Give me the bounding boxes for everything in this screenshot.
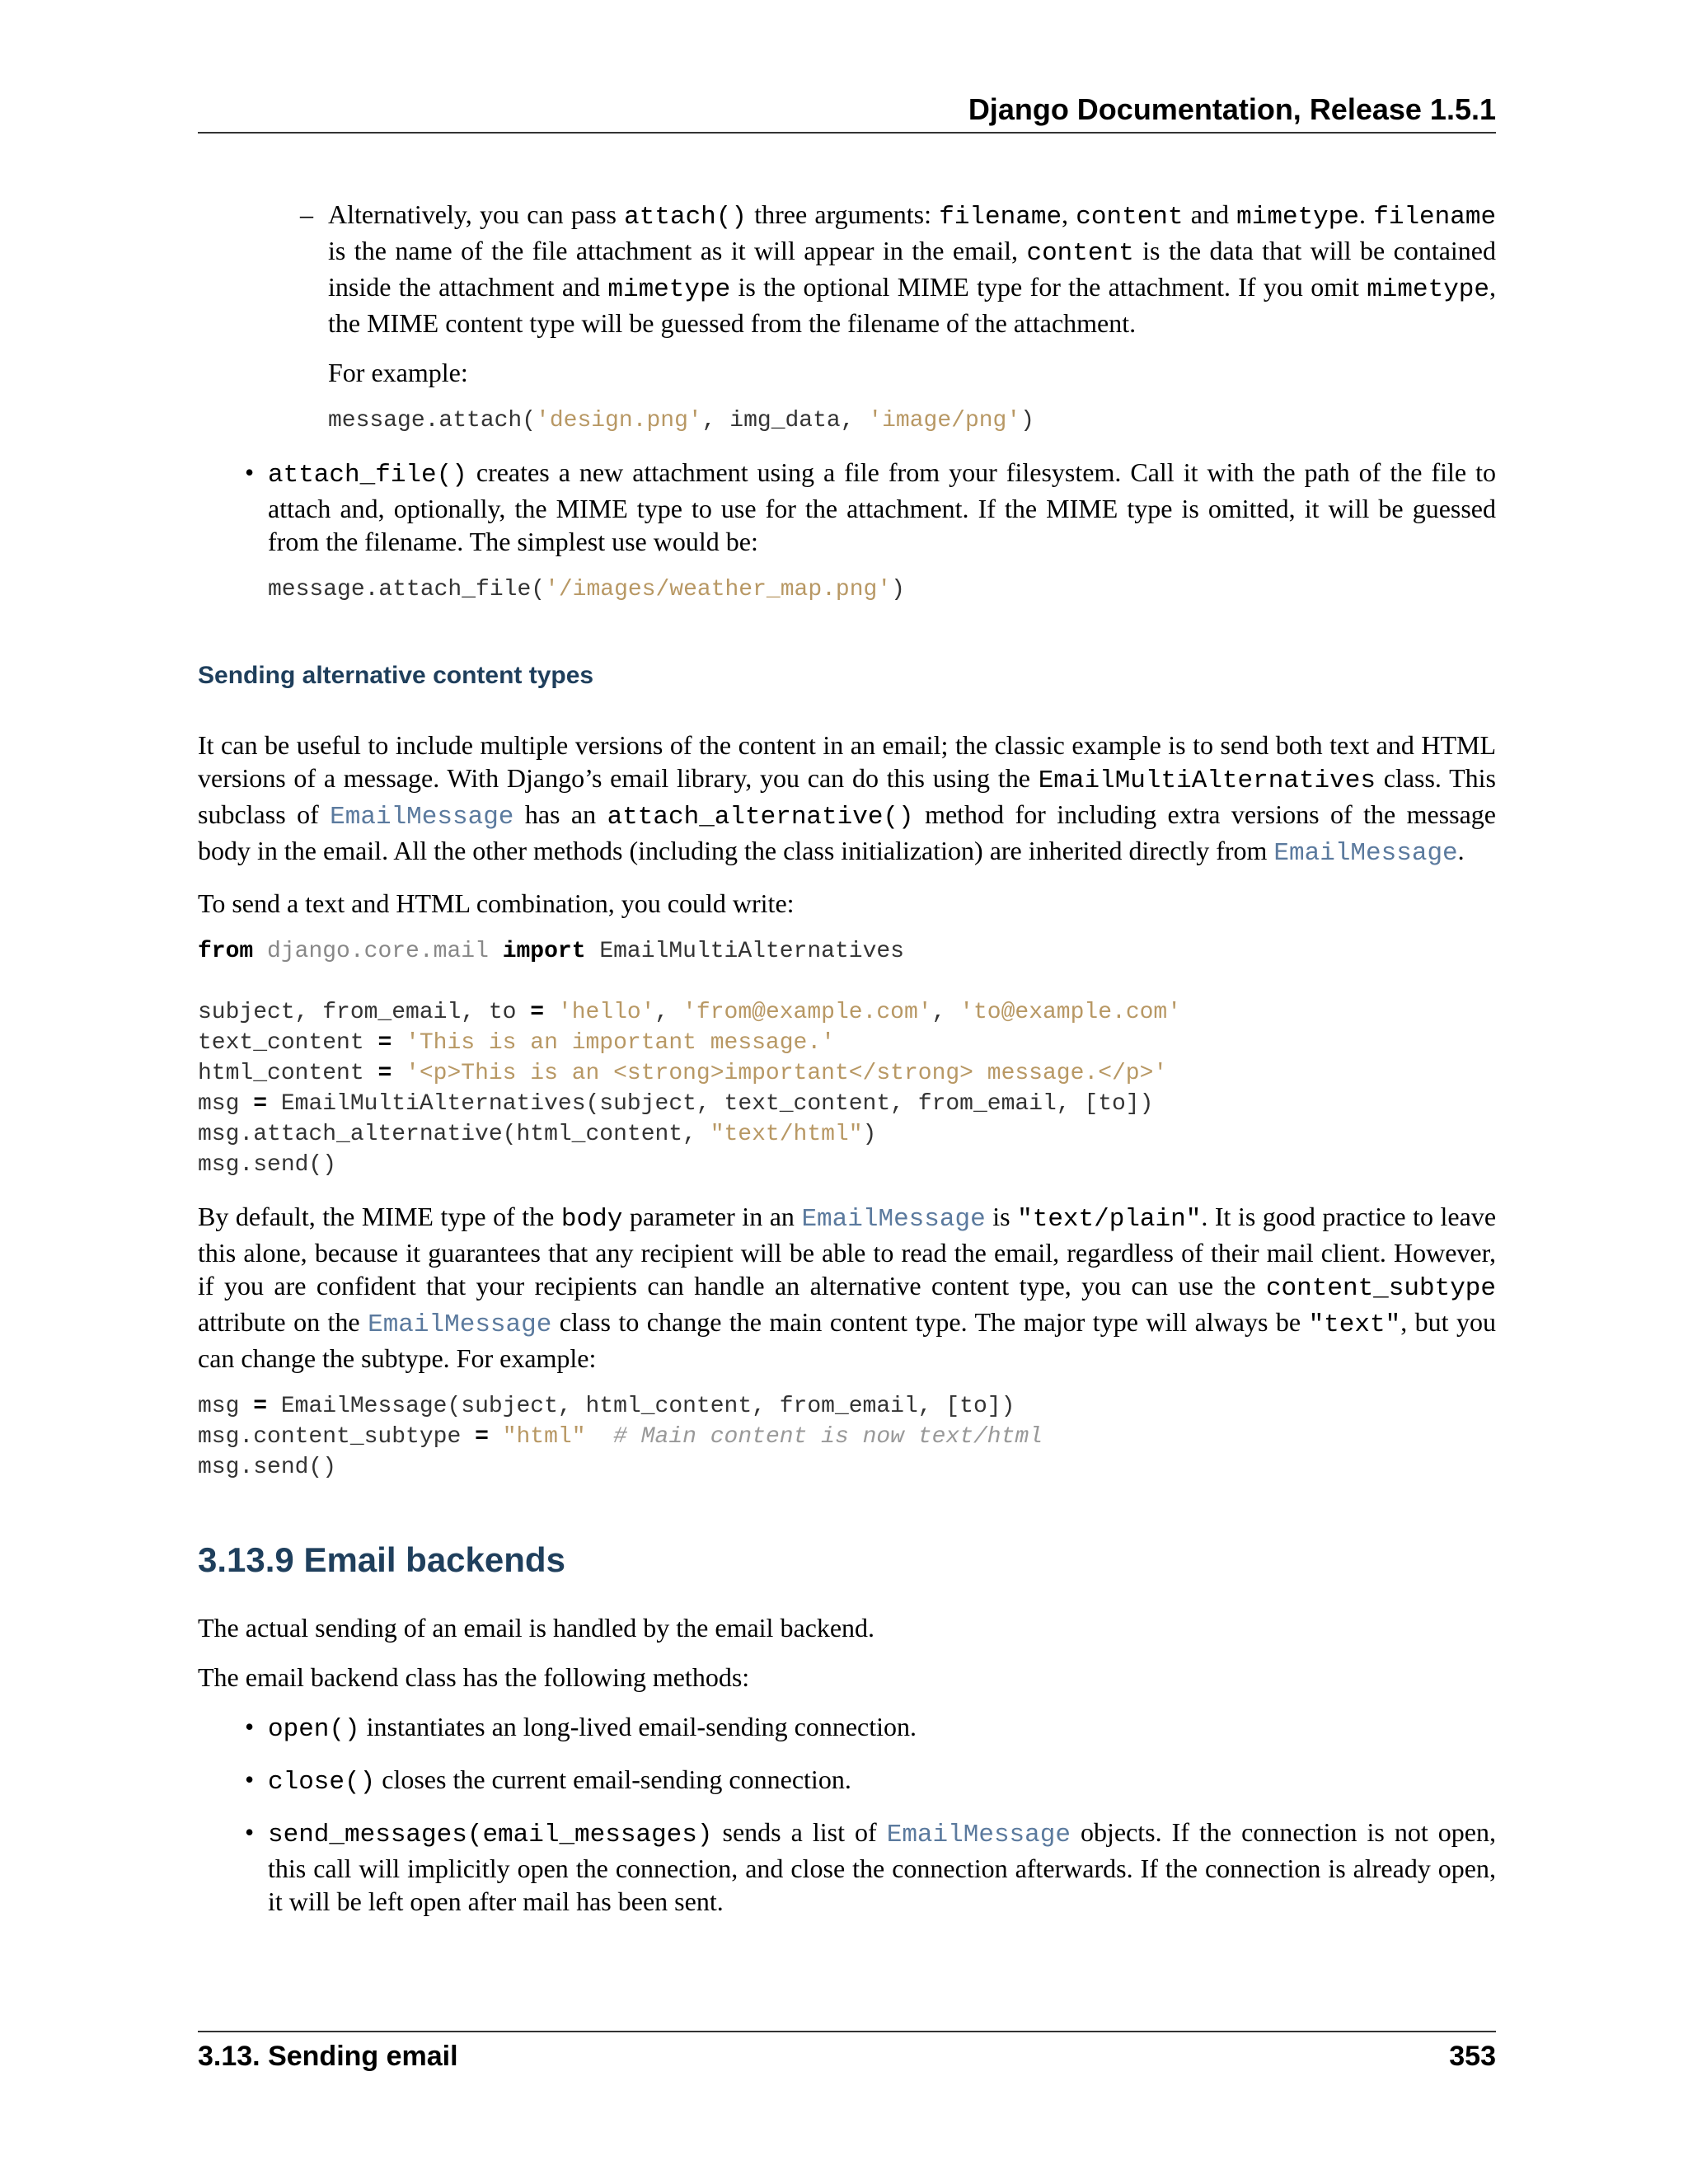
bullet-marker: • <box>245 1765 255 1794</box>
attach-file-paragraph: attach_file() creates a new attachment using a file from your filesystem. Call it with the path of the file to attach and, optionally, the MIME type to use for the attachment. If the MIME type is omitted, it will be guessed from the filename. The simplest use would be: <box>268 457 1496 556</box>
section-heading-alternative: Sending alternative content types <box>198 662 594 689</box>
for-example-text: For example: <box>328 358 468 387</box>
footer-section-title: 3.13. Sending email <box>198 2041 458 2072</box>
list-item <box>245 456 1496 605</box>
list-item <box>300 198 1497 436</box>
dash-marker: – <box>300 199 313 229</box>
header-title: Django Documentation, Release 1.5.1 <box>968 92 1496 126</box>
list-item: • open() instantiates an long-lived email-sending connection. <box>245 1712 917 1744</box>
code-block-alternatives: from django.core.mail import EmailMultiAlternatives subject, from_email, to = 'hello', 'from@example.com', 'to@example.com' text_content = 'This is an important message.' html_content = '<p>This is an <strong>important</strong> message.</p>' msg = EmailMultiAlternatives(subject, text_content, from_email, [to]) msg.attach_alternative(html_content, "text/html") msg.send() <box>198 939 1182 1178</box>
emailmessage-link[interactable]: EmailMessage <box>886 1821 1071 1849</box>
bullet-marker: • <box>245 457 255 487</box>
code-block-content-subtype: msg = EmailMessage(subject, html_content, from_email, [to]) msg.content_subtype = "html" # Main content is now text/html msg.send() <box>198 1394 1043 1480</box>
attach-args-paragraph: Alternatively, you can pass attach() three arguments: filename, content and mimetype. filename is the name of the file attachment as it will appear in the email, content is the data that will be contained inside the attachment and mimetype is the optional MIME type for the attachment. If you omit mimetype, the MIME content type will be guessed from the filename of the attachment. <box>328 199 1497 338</box>
emailmessage-link[interactable]: EmailMessage <box>330 803 514 832</box>
bullet-marker: • <box>245 1712 255 1741</box>
page-content <box>198 198 1496 1934</box>
backends-paragraph-2: The email backend class has the following methods: <box>198 1662 750 1692</box>
section-heading-email-backends: 3.13.9 Email backends <box>198 1540 565 1579</box>
alt-paragraph-2: To send a text and HTML combination, you could write: <box>198 888 795 918</box>
list-item: • send_messages(email_messages) sends a list of EmailMessage objects. If the connection is not open, this call will implicitly open the connection, and close the connection afterwards. If the connection is already open, it will be left open after mail has been sent. <box>245 1817 1497 1916</box>
code-block-attach: message.attach('design.png', img_data, 'image/png') <box>328 408 1034 434</box>
emailmessage-link[interactable]: EmailMessage <box>801 1205 986 1234</box>
alt-paragraph-3: By default, the MIME type of the body parameter in an EmailMessage is "text/plain". It is good practice to leave this alone, because it guarantees that any recipient will be able to read the email, regardless of their mail client. However, if you are confident that your recipients can handle an alternative content type, you can use the content_subtype attribute on the EmailMessage class to change the main content type. The major type will always be "text", but you can change the subtype. For example: <box>198 1202 1497 1373</box>
backend-methods-list <box>198 1710 1496 1918</box>
bullet-list-attach-file <box>198 456 1496 605</box>
alt-paragraph-1: It can be useful to include multiple versions of the content in an email; the classic example is to send both text and HTML versions of a message. With Django’s email library, you can do this using the EmailMultiAlternatives class. This subclass of EmailMessage has an attach_alternative() method for including extra versions of the message body in the email. All the other methods (including the class initialization) are inherited directly from EmailMessage. <box>198 730 1497 868</box>
page-number: 353 <box>1449 2041 1496 2072</box>
page-header <box>198 92 1496 134</box>
list-item: • close() closes the current email-sending connection. <box>245 1765 851 1797</box>
emailmessage-link[interactable]: EmailMessage <box>368 1310 552 1339</box>
backends-paragraph-1: The actual sending of an email is handled by the email backend. <box>198 1613 875 1643</box>
emailmessage-link[interactable]: EmailMessage <box>1273 839 1458 868</box>
code-block-attach-file: message.attach_file('/images/weather_map.png') <box>268 577 905 602</box>
dash-list <box>198 198 1496 436</box>
page-footer <box>198 2031 1496 2082</box>
bullet-marker: • <box>245 1817 255 1847</box>
